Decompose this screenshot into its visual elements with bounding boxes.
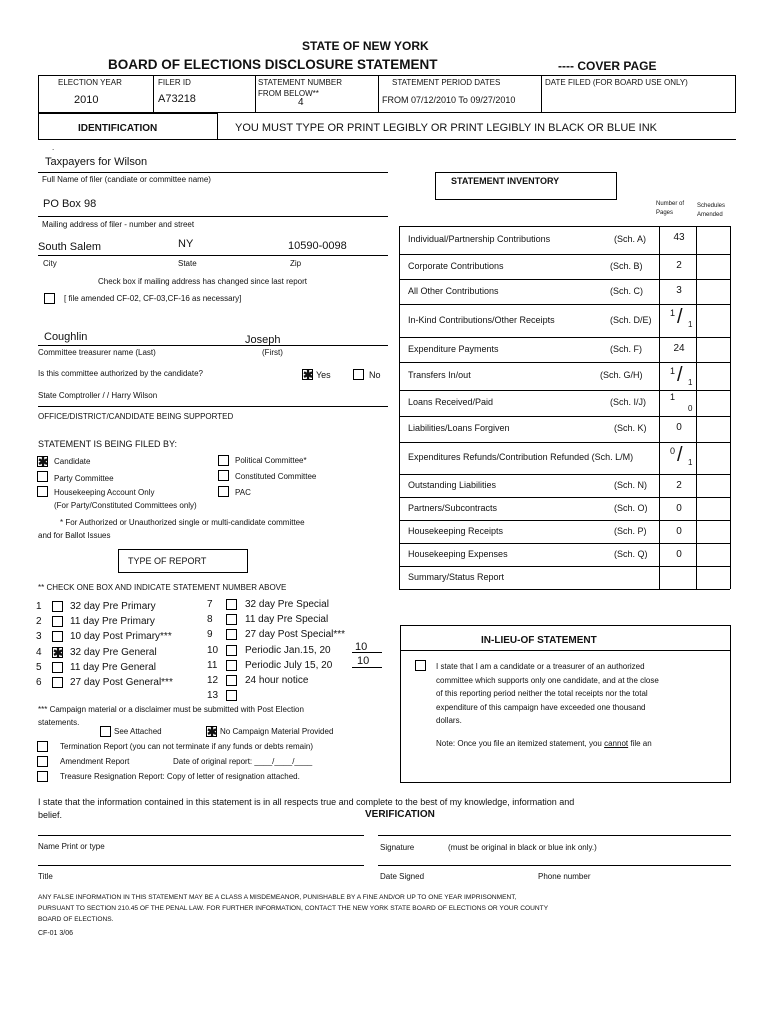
- zip-label: Zip: [290, 259, 302, 268]
- inventory-row-schedule: (Sch. I/J): [610, 397, 647, 407]
- no-label: No: [369, 370, 381, 380]
- constituted-committee-label: Constituted Committee: [235, 472, 317, 481]
- report-type-label: 24 hour notice: [245, 675, 309, 686]
- inventory-row-schedule: (Sch. N): [614, 479, 648, 490]
- housekeeping-label: Housekeeping Account Only: [54, 488, 155, 497]
- in-lieu-text: I state that I am a candidate or a treasurer of an authorized committee which supports only one candidate, and at the close of this reporting period neither the total receipts nor the total expenditure of this campaign have exceeded one thousand dollars.: [436, 662, 659, 725]
- inventory-row-label: Expenditures Refunds/Contribution Refunded (Sch. L/M): [408, 452, 634, 462]
- periodic-jan-year: 10: [355, 641, 368, 653]
- authorized-yes-checkbox[interactable]: ✱: [303, 368, 314, 382]
- report-type-label: 11 day Pre Primary: [70, 616, 155, 628]
- report-type-checkbox[interactable]: [52, 601, 63, 612]
- pac-checkbox[interactable]: [218, 486, 229, 497]
- report-type-number: 7: [207, 599, 213, 610]
- inventory-row-label: Transfers In/out: [408, 370, 471, 380]
- ink-instruction: YOU MUST TYPE OR PRINT LEGIBLY OR PRINT LEGIBLY IN BLACK OR BLUE INK: [235, 122, 657, 134]
- inventory-row-pages: 0 / 1: [670, 444, 693, 467]
- party-committee-checkbox[interactable]: [37, 471, 48, 482]
- report-type-label: Periodic Jan.15, 20: [245, 644, 331, 656]
- periodic-july-year: 10: [357, 655, 370, 667]
- resignation-label: Treasure Resignation Report: Copy of letter of resignation attached.: [60, 772, 300, 781]
- from-below-label: FROM BELOW**: [258, 89, 319, 98]
- report-type-number: 6: [36, 677, 42, 688]
- filer-name-value: Taxpayers for Wilson: [45, 156, 148, 168]
- inventory-row-label: Corporate Contributions: [408, 260, 504, 271]
- address-changed-note: Check box if mailing address has changed since last report: [98, 277, 307, 286]
- ballot-footnote: and for Ballot Issues: [38, 531, 111, 540]
- verification-heading: VERIFICATION: [365, 809, 435, 820]
- report-type-label: 32 day Pre Special: [245, 599, 329, 610]
- political-committee-label: Political Committee*: [235, 456, 307, 465]
- inventory-row-label: In-Kind Contributions/Other Receipts: [408, 314, 555, 325]
- report-type-label: Periodic July 15, 20: [245, 659, 333, 671]
- inventory-row-pages: 0: [676, 422, 682, 433]
- inventory-row-schedule: (Sch. G/H): [600, 370, 643, 380]
- in-lieu-heading: IN-LIEU-OF STATEMENT: [481, 635, 597, 646]
- signature-label: Signature: [380, 843, 415, 852]
- housekeeping-note: (For Party/Constituted Committees only): [54, 501, 197, 510]
- constituted-committee-checkbox[interactable]: [218, 470, 229, 481]
- see-attached-label: See Attached: [114, 727, 162, 736]
- report-type-label: 11 day Pre General: [70, 661, 156, 673]
- report-type-number: 12: [207, 675, 219, 686]
- inventory-row-schedule: (Sch. Q): [614, 548, 648, 559]
- type-of-report-label: TYPE OF REPORT: [128, 556, 207, 566]
- resignation-checkbox[interactable]: [37, 771, 48, 782]
- inventory-row-pages: 1 / 1: [670, 364, 693, 387]
- inventory-row-schedule: (Sch. D/E): [610, 314, 652, 325]
- amended-checkbox[interactable]: [44, 293, 55, 304]
- filed-by-heading: STATEMENT IS BEING FILED BY:: [38, 439, 178, 449]
- candidate-checkbox[interactable]: ✱: [38, 455, 49, 469]
- stray-mark: .: [52, 143, 55, 152]
- inventory-row-schedule: (Sch. B): [610, 260, 643, 271]
- see-attached-checkbox[interactable]: [100, 726, 111, 737]
- report-type-checkbox[interactable]: [226, 690, 237, 701]
- form-title: BOARD OF ELECTIONS DISCLOSURE STATEMENT: [108, 57, 438, 72]
- treasurer-last-value: Coughlin: [44, 331, 88, 343]
- inventory-row-pages: 0: [676, 526, 682, 537]
- report-type-checkbox[interactable]: [52, 662, 63, 673]
- inventory-row-schedule: (Sch. A): [614, 234, 647, 244]
- period-dates-label: STATEMENT PERIOD DATES: [392, 78, 501, 87]
- office-label: OFFICE/DISTRICT/CANDIDATE BEING SUPPORTED: [38, 412, 234, 421]
- inventory-row-label: Housekeeping Expenses: [408, 548, 508, 559]
- identification-label: IDENTIFICATION: [78, 123, 158, 134]
- report-type-number: 13: [207, 690, 219, 702]
- verification-statement: I state that the information contained in this statement is in all respects true and complete to the best of my knowledge, information and: [38, 797, 575, 807]
- report-type-number: 11: [207, 659, 218, 671]
- report-type-checkbox[interactable]: [52, 677, 63, 688]
- termination-label: Termination Report (you can not terminate if any funds or debts remain): [60, 742, 314, 751]
- report-type-number: 1: [36, 601, 42, 612]
- amendment-checkbox[interactable]: [37, 756, 48, 767]
- report-type-checkbox[interactable]: [52, 616, 63, 627]
- report-type-label: 32 day Pre General: [70, 646, 157, 658]
- inventory-row-label: Summary/Status Report: [408, 571, 505, 582]
- pac-label: PAC: [235, 488, 251, 497]
- inventory-row-label: Housekeeping Receipts: [408, 525, 504, 536]
- mailing-address-label: Mailing address of filer - number and street: [42, 220, 195, 229]
- inventory-row-pages: 1 / 1: [670, 306, 693, 329]
- signature-note: (must be original in black or blue ink only.): [448, 843, 597, 852]
- inventory-row-pages: 2: [676, 260, 682, 271]
- inventory-row-pages: 0: [676, 503, 682, 514]
- party-committee-label: Party Committee: [54, 474, 114, 483]
- report-type-label: 27 day Post Special***: [245, 629, 346, 641]
- report-type-checkbox[interactable]: [226, 645, 237, 656]
- inventory-row-pages: 2: [676, 480, 682, 491]
- check-one-instruction: ** CHECK ONE BOX AND INDICATE STATEMENT NUMBER ABOVE: [38, 583, 287, 592]
- state-value: NY: [178, 238, 194, 250]
- filer-id-value: A73218: [158, 93, 196, 105]
- inventory-row-label: All Other Contributions: [408, 285, 499, 296]
- inventory-row-pages: 24: [673, 343, 685, 354]
- report-type-number: 4: [36, 646, 42, 658]
- report-type-number: 2: [36, 616, 42, 628]
- inventory-row-schedule: (Sch. P): [614, 525, 647, 536]
- report-type-label: 10 day Post Primary***: [70, 631, 172, 643]
- verification-statement-2: belief.: [38, 810, 63, 820]
- campaign-material-note-2: statements.: [38, 718, 80, 727]
- in-lieu-checkbox[interactable]: [415, 660, 426, 671]
- report-type-label: 27 day Post General***: [70, 677, 173, 688]
- report-type-number: 3: [36, 631, 42, 643]
- treasurer-label: Committee treasurer name (Last): [38, 348, 156, 357]
- name-print-label: Name Print or type: [38, 842, 105, 851]
- inventory-row-schedule: (Sch. C): [610, 285, 644, 296]
- inventory-row-schedule: (Sch. K): [614, 423, 647, 433]
- election-year-label: ELECTION YEAR: [58, 78, 122, 87]
- amendment-label: Amendment Report: [60, 757, 130, 766]
- phone-label: Phone number: [538, 872, 591, 881]
- authorized-question: Is this committee authorized by the candidate?: [38, 369, 203, 378]
- schedules-amended-header: Schedules Amended: [697, 203, 726, 218]
- zip-value: 10590-0098: [288, 240, 347, 252]
- report-type-checkbox[interactable]: [226, 660, 237, 671]
- inventory-row-label: Outstanding Liabilities: [408, 479, 497, 490]
- state-label: State: [178, 259, 197, 268]
- report-type-label: 32 day Pre Primary: [70, 601, 156, 612]
- in-lieu-note: Note: Once you file an itemized statement, you cannot file an: [436, 739, 652, 748]
- report-type-checkbox[interactable]: [226, 675, 237, 686]
- filer-id-label: FILER ID: [158, 78, 191, 87]
- inventory-row-label: Partners/Subcontracts: [408, 502, 498, 513]
- report-type-checkbox[interactable]: [226, 629, 237, 640]
- mailing-address-value: PO Box 98: [43, 198, 97, 210]
- city-label: City: [43, 259, 57, 268]
- candidate-label: Candidate: [54, 457, 91, 466]
- penalty-warning: ANY FALSE INFORMATION IN THIS STATEMENT MAY BE A CLASS A MISDEMEANOR, PUNISHABLE BY A FINE AND/OR UP TO ONE YEAR IMPRISONMENT, PURSUANT TO SECTION 210.45 OF THE PENAL LAW. FOR FURTHER INFORMATION, CONTACT THE NEW YORK STATE BOARD OF ELECTIONS OR YOUR COUNTY BOARD OF ELECTIONS.: [38, 894, 549, 923]
- inventory-row-label: Expenditure Payments: [408, 343, 499, 354]
- yes-label: Yes: [316, 370, 331, 380]
- inventory-row-pages: 1 0: [670, 392, 693, 413]
- no-material-checkbox[interactable]: ✱: [207, 725, 218, 739]
- no-material-label: No Campaign Material Provided: [220, 727, 334, 736]
- authorized-no-checkbox[interactable]: [353, 369, 364, 380]
- treasurer-first-label: (First): [262, 348, 283, 357]
- city-value: South Salem: [38, 241, 101, 253]
- committee-footnote: * For Authorized or Unauthorized single or multi-candidate committee: [60, 518, 305, 527]
- election-year-value: 2010: [74, 94, 99, 106]
- report-type-checkbox[interactable]: [226, 599, 237, 610]
- inventory-row-pages: 3: [676, 285, 682, 296]
- report-type-number: 8: [207, 614, 213, 626]
- inventory-row-label: Loans Received/Paid: [408, 397, 494, 407]
- report-type-checkbox[interactable]: [226, 614, 237, 625]
- report-type-checkbox[interactable]: [52, 631, 63, 642]
- inventory-row-schedule: (Sch. F): [610, 343, 643, 354]
- report-type-number: 5: [36, 661, 42, 673]
- report-type-checkbox[interactable]: ✱: [53, 645, 64, 660]
- inventory-row-schedule: (Sch. O): [614, 502, 648, 513]
- cover-page-label: ---- COVER PAGE: [558, 59, 657, 73]
- inventory-row-pages: 43: [673, 232, 685, 243]
- inventory-heading: STATEMENT INVENTORY: [451, 176, 560, 186]
- form-id: CF-01 3/06: [38, 930, 74, 937]
- filer-name-label: Full Name of filer (candiate or committee name): [42, 175, 211, 184]
- campaign-material-note: *** Campaign material or a disclaimer must be submitted with Post Election: [38, 705, 304, 714]
- report-type-number: 10: [207, 644, 219, 656]
- treasurer-first-value: Joseph: [245, 334, 281, 346]
- office-value: State Comptroller / / Harry Wilson: [38, 391, 158, 400]
- statement-number-value: 4: [298, 97, 304, 108]
- pages-column-header: Number of Pages: [656, 201, 685, 216]
- state-heading: STATE OF NEW YORK: [302, 39, 429, 53]
- amended-label: [ file amended CF-02, CF-03,CF-16 as necessary]: [64, 294, 242, 303]
- report-type-label: 11 day Pre Special: [245, 614, 329, 626]
- termination-checkbox[interactable]: [37, 741, 48, 752]
- report-type-number: 9: [207, 629, 213, 641]
- political-committee-checkbox[interactable]: [218, 455, 229, 466]
- title-label: Title: [38, 872, 53, 881]
- inventory-row-label: Liabilities/Loans Forgiven: [408, 423, 510, 433]
- inventory-row-pages: 0: [676, 549, 682, 560]
- date-signed-label: Date Signed: [380, 872, 425, 881]
- date-filed-label: DATE FILED (FOR BOARD USE ONLY): [545, 78, 688, 87]
- inventory-row-label: Individual/Partnership Contributions: [408, 234, 551, 244]
- period-dates-value: FROM 07/12/2010 To 09/27/2010: [382, 95, 516, 105]
- original-date-label: Date of original report: ____/____/____: [173, 757, 313, 766]
- statement-number-label: STATEMENT NUMBER: [258, 78, 343, 87]
- housekeeping-checkbox[interactable]: [37, 486, 48, 497]
